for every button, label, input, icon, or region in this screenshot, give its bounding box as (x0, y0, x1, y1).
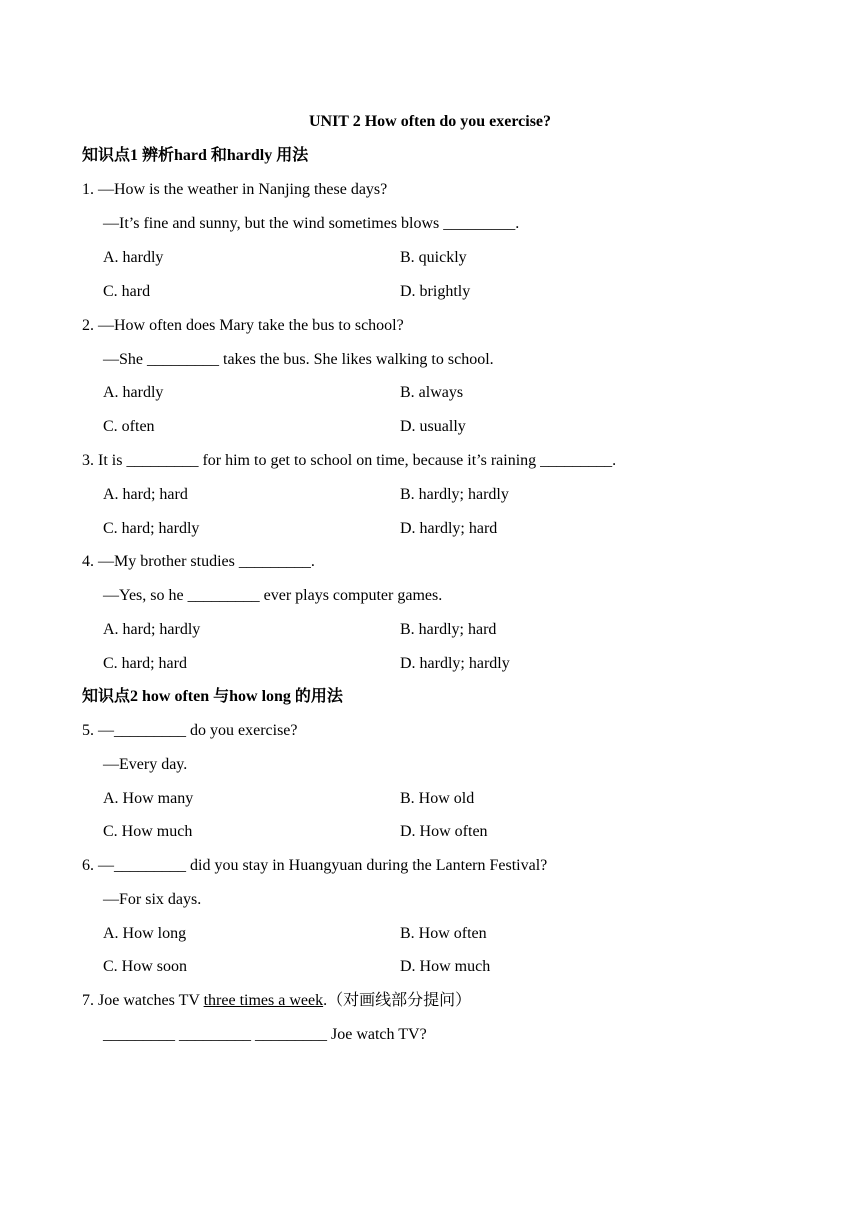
question-6-option-a: A. How long (103, 925, 187, 942)
question-3-option-b: B. hardly; hardly (400, 486, 509, 503)
question-1-option-a: A. hardly (103, 249, 164, 266)
question-6-option-d: D. How much (400, 958, 491, 975)
question-5-option-a: A. How many (103, 790, 194, 807)
question-2-option-c: C. often (103, 418, 155, 435)
question-5-sub: —Every day. (103, 756, 188, 773)
question-5-option-b: B. How old (400, 790, 475, 807)
question-7-stem-prefix: 7. Joe watches TV (82, 992, 204, 1009)
question-2-sub: —She _________ takes the bus. She likes walking to school. (103, 351, 494, 368)
question-6-option-b: B. How often (400, 925, 487, 942)
question-3-stem: 3. It is _________ for him to get to school on time, because it’s raining _________. (82, 452, 617, 469)
question-1-option-b: B. quickly (400, 249, 467, 266)
question-2-option-a: A. hardly (103, 384, 164, 401)
question-3-option-a: A. hard; hard (103, 486, 188, 503)
question-6-option-c: C. How soon (103, 958, 188, 975)
question-5-option-d: D. How often (400, 823, 488, 840)
question-7-stem (82, 991, 471, 1011)
question-5-option-c: C. How much (103, 823, 193, 840)
question-6-stem: 6. —_________ did you stay in Huangyuan during the Lantern Festival? (82, 857, 548, 874)
question-4-option-a: A. hard; hardly (103, 621, 201, 638)
question-4-sub: —Yes, so he _________ ever plays computer games. (103, 587, 443, 604)
question-7-answer-line: _________ _________ _________ Joe watch TV? (103, 1026, 427, 1043)
question-2-stem: 2. —How often does Mary take the bus to school? (82, 317, 404, 334)
question-1-option-d: D. brightly (400, 283, 471, 300)
question-1-stem: 1. —How is the weather in Nanjing these days? (82, 181, 388, 198)
question-1-option-c: C. hard (103, 283, 151, 300)
question-5-stem: 5. —_________ do you exercise? (82, 722, 298, 739)
section-heading-2: 知识点2 how often 与how long 的用法 (82, 688, 343, 705)
question-3-option-d: D. hardly; hard (400, 520, 498, 537)
page-title: UNIT 2 How often do you exercise? (308, 113, 552, 130)
question-4-stem: 4. —My brother studies _________. (82, 553, 315, 570)
question-2-option-b: B. always (400, 384, 464, 401)
question-6-sub: —For six days. (103, 891, 202, 908)
question-2-option-d: D. usually (400, 418, 466, 435)
question-4-option-b: B. hardly; hard (400, 621, 497, 638)
question-1-sub: —It’s fine and sunny, but the wind sometimes blows _________. (103, 215, 520, 232)
section-heading-1: 知识点1 辨析hard 和hardly 用法 (82, 147, 309, 164)
question-4-option-c: C. hard; hard (103, 655, 187, 672)
question-7-underlined-phrase: three times a week (203, 992, 324, 1009)
question-3-option-c: C. hard; hardly (103, 520, 200, 537)
question-4-option-d: D. hardly; hardly (400, 655, 510, 672)
question-7-stem-suffix: .（对画线部分提问） (323, 992, 472, 1009)
